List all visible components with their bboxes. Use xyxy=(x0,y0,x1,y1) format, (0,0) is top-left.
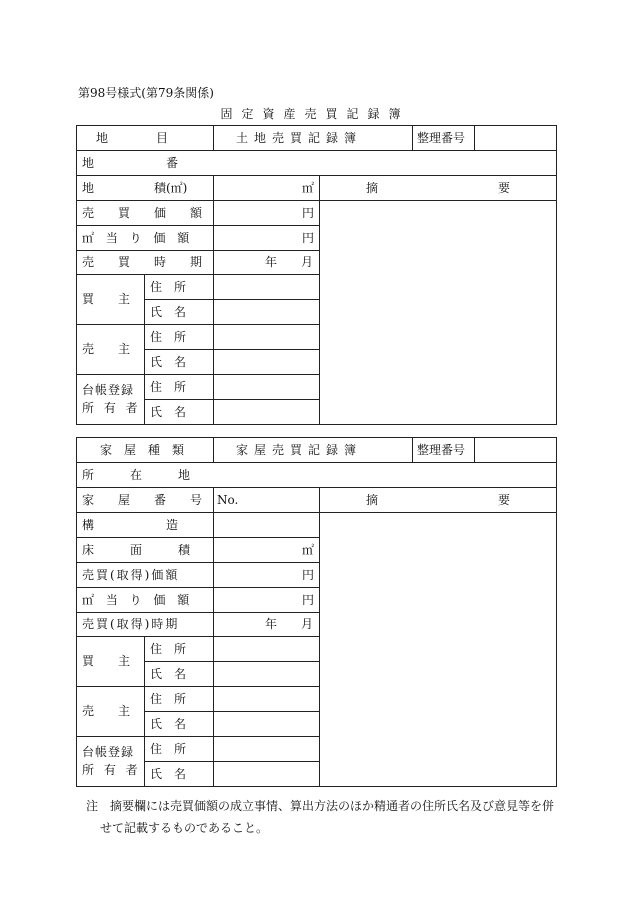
house-owner-name-label: 氏 名 xyxy=(150,767,187,781)
land-seller-name-label: 氏 名 xyxy=(150,355,187,369)
land-serial-number-label: 整理番号 xyxy=(417,131,466,145)
land-registered-owner-label-1: 台帳登録 xyxy=(82,383,135,397)
land-date-unit: 年 月 xyxy=(265,255,314,269)
land-summary-header: 摘 要 xyxy=(366,181,511,195)
house-buyer-label: 買 主 xyxy=(82,654,131,668)
land-buyer-label: 買 主 xyxy=(82,292,131,306)
house-floor-area-unit: ㎡ xyxy=(302,543,315,557)
land-buyer-name-label: 氏 名 xyxy=(150,305,187,319)
house-number-prefix: No. xyxy=(217,493,239,507)
land-area-unit: ㎡ xyxy=(302,181,315,195)
house-buyer-address-label: 住 所 xyxy=(150,642,187,656)
house-summary-header: 摘 要 xyxy=(366,493,511,507)
house-price-unit: 円 xyxy=(302,568,315,582)
house-price-per-sqm-label: ㎡ 当 り 価 額 xyxy=(82,593,194,607)
document-title: 固定資産売買記録簿 xyxy=(220,107,410,121)
land-area-label: 地 積(㎡) xyxy=(82,181,188,195)
house-category-header: 家 屋 種 類 xyxy=(100,443,185,457)
house-number-label: 家 屋 番 号 xyxy=(82,493,203,507)
land-owner-address-label: 住 所 xyxy=(150,380,187,394)
house-sale-date-label: 売買(取得)時期 xyxy=(82,617,180,631)
house-sale-price-label: 売買(取得)価額 xyxy=(82,568,180,582)
form-number: 第98号様式(第79条関係) xyxy=(78,86,214,100)
land-price-unit: 円 xyxy=(302,206,315,220)
footnote-line-1: 注 摘要欄には売買価額の成立事情、算出方法のほか精通者の住所氏名及び意見等を併 xyxy=(86,799,555,813)
land-sale-price-label: 売 買 価 額 xyxy=(82,206,203,220)
land-price-per-sqm-unit: 円 xyxy=(302,231,315,245)
house-registered-owner-label-1: 台帳登録 xyxy=(82,745,135,759)
land-seller-label: 売 主 xyxy=(82,342,131,356)
land-seller-address-label: 住 所 xyxy=(150,330,187,344)
land-price-per-sqm-label: ㎡ 当 り 価 額 xyxy=(82,231,194,245)
footnote-line-2: せて記載するものであること。 xyxy=(100,821,269,835)
house-seller-label: 売 主 xyxy=(82,704,131,718)
house-floor-area-label: 床 面 積 xyxy=(82,543,191,557)
land-lot-number-label: 地 番 xyxy=(82,156,179,170)
house-seller-name-label: 氏 名 xyxy=(150,717,187,731)
house-date-unit: 年 月 xyxy=(265,617,314,631)
house-record-name: 家屋売買記録簿 xyxy=(236,443,363,457)
house-serial-number-label: 整理番号 xyxy=(417,443,466,457)
house-registered-owner-label-2: 所 有 者 xyxy=(82,763,141,777)
land-sale-date-label: 売 買 時 期 xyxy=(82,255,203,269)
house-structure-label: 構 造 xyxy=(82,518,179,532)
house-owner-address-label: 住 所 xyxy=(150,742,187,756)
house-seller-address-label: 住 所 xyxy=(150,692,187,706)
land-category-header: 地 目 xyxy=(96,131,169,145)
footnote xyxy=(86,795,566,839)
land-owner-name-label: 氏 名 xyxy=(150,405,187,419)
land-buyer-address-label: 住 所 xyxy=(150,280,187,294)
land-registered-owner-label-2: 所 有 者 xyxy=(82,401,141,415)
house-price-per-sqm-unit: 円 xyxy=(302,593,315,607)
land-record-name: 土地売買記録簿 xyxy=(236,131,363,145)
house-location-label: 所 在 地 xyxy=(82,468,191,482)
house-buyer-name-label: 氏 名 xyxy=(150,667,187,681)
